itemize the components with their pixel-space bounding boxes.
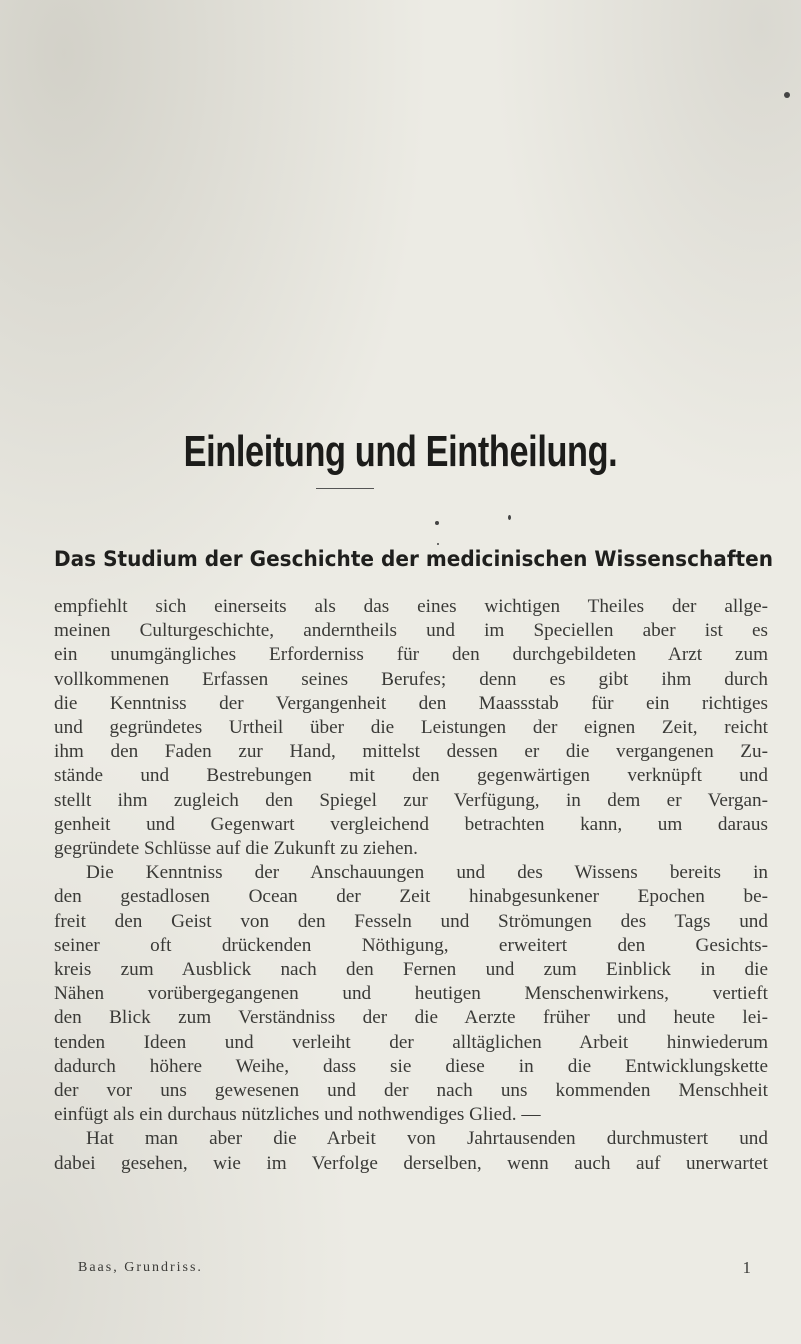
text-line: den gestadlosen Ocean der Zeit hinabgesunkener Epochen be- [54, 886, 768, 908]
text-line: Die Kenntniss der Anschauungen und des Wissens bereits in [86, 862, 768, 884]
text-line: der vor uns gewesenen und der nach uns kommenden Menschheit [54, 1080, 768, 1102]
text-line: ihm den Faden zur Hand, mittelst dessen er die vergangenen Zu- [54, 741, 768, 763]
text-line: ein unumgängliches Erforderniss für den durchgebildeten Arzt zum [54, 644, 768, 666]
sheet-number: 1 [742, 1258, 751, 1277]
text-line: dadurch höhere Weihe, dass sie diese in die Entwicklungskette [54, 1055, 768, 1077]
text-line: und gegründetes Urtheil über die Leistungen der eignen Zeit, reicht [54, 717, 768, 739]
text-line: Nähen vorübergegangenen und heutigen Menschenwirkens, vertieft [54, 983, 768, 1005]
chapter-heading: Einleitung und Eintheilung. [183, 427, 618, 477]
text-line: kreis zum Ausblick nach den Fernen und zum Einblick in die [54, 959, 768, 981]
text-line: den Blick zum Verständniss der die Aerzte früher und heute lei- [54, 1007, 768, 1029]
text-line: die Kenntniss der Vergangenheit den Maassstab für ein richtiges [54, 692, 768, 714]
text-line: stände und Bestrebungen mit den gegenwärtigen verknüpft und [54, 765, 768, 787]
text-line: meinen Culturgeschichte, anderntheils und im Speciellen aber ist es [54, 620, 768, 642]
text-line: genheit und Gegenwart vergleichend betrachten kann, um daraus [54, 813, 768, 835]
text-line: stellt ihm zugleich den Spiegel zur Verfügung, in dem er Vergan- [54, 789, 768, 811]
text-line: vollkommenen Erfassen seines Berufes; denn es gibt ihm durch [54, 668, 768, 690]
heading-divider [316, 488, 374, 489]
page-footer [78, 1260, 766, 1276]
text-line: einfügt als ein durchaus nützliches und nothwendiges Glied. — [54, 1104, 541, 1126]
body-text [54, 595, 768, 1176]
text-line: tenden Ideen und verleiht der alltäglichen Arbeit hinwiederum [54, 1031, 768, 1053]
text-line: dabei gesehen, wie im Verfolge derselben, wenn auch auf unerwartet [54, 1152, 768, 1174]
opening-line: Das Studium der Geschichte der medicinischen Wissenschaften [54, 547, 774, 571]
text-line: freit den Geist von den Fesseln und Strömungen des Tags und [54, 910, 768, 932]
text-line: gegründete Schlüsse auf die Zukunft zu ziehen. [54, 838, 418, 860]
text-line: seiner oft drückenden Nöthigung, erweitert den Gesichts- [54, 934, 768, 956]
signature-mark: Baas, Grundriss. [78, 1260, 203, 1275]
text-line: Hat man aber die Arbeit von Jahrtausenden durchmustert und [86, 1128, 768, 1150]
text-line: empfiehlt sich einerseits als das eines wichtigen Theiles der allge- [54, 596, 768, 617]
